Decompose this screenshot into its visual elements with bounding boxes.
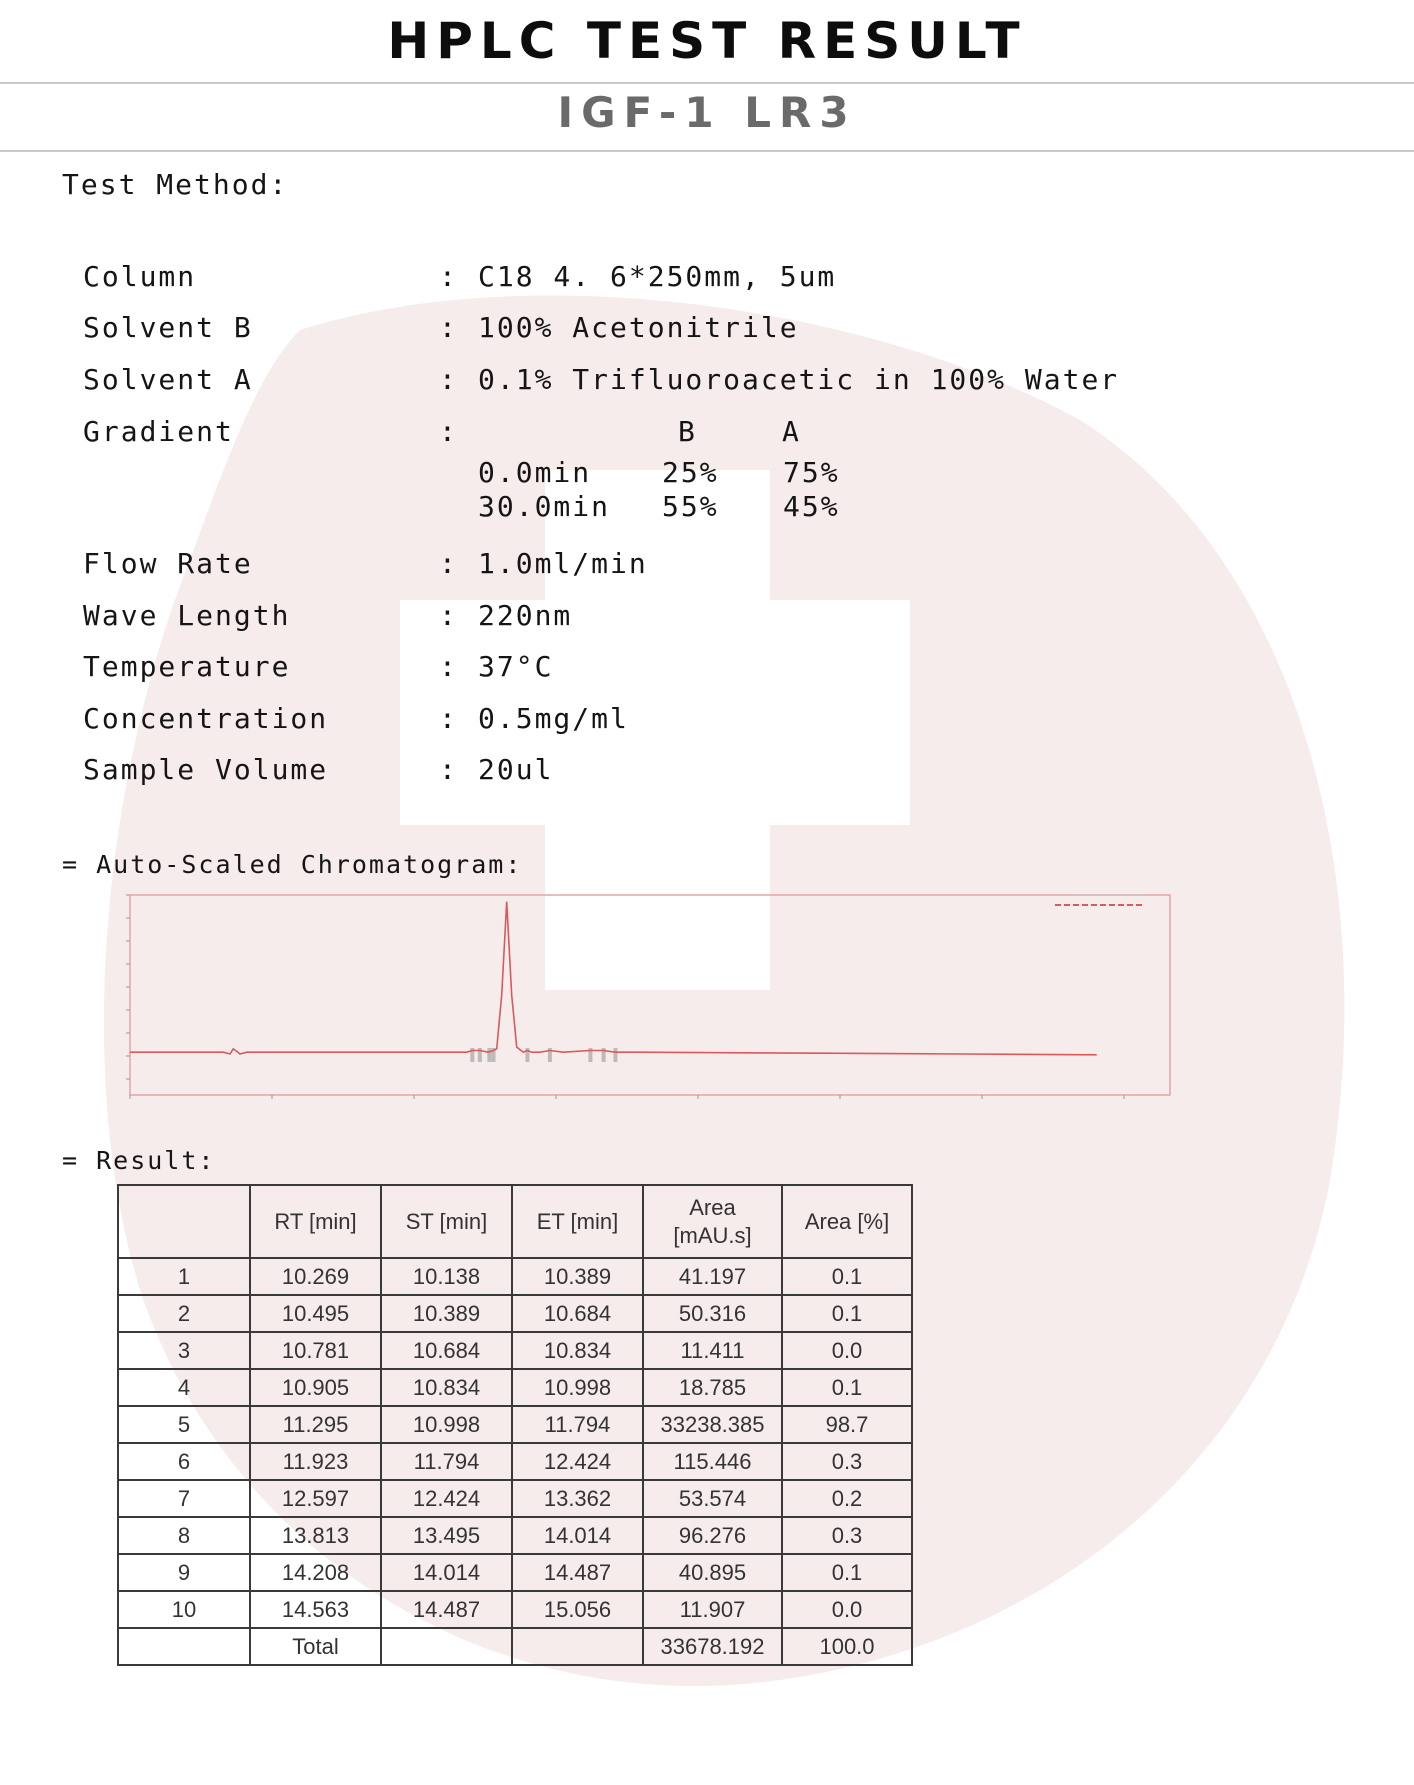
param-colon: : xyxy=(439,753,458,786)
table-cell: 41.197 xyxy=(643,1258,782,1295)
param-colon: : xyxy=(439,415,458,448)
table-row xyxy=(118,1591,912,1628)
table-cell: 10.684 xyxy=(512,1295,643,1332)
table-cell: 6 xyxy=(118,1443,250,1480)
table-cell: 10.389 xyxy=(381,1295,512,1332)
subtitle-divider xyxy=(0,150,1414,152)
table-cell: Total xyxy=(250,1628,381,1665)
table-cell: 10.389 xyxy=(512,1258,643,1295)
table-cell: 33678.192 xyxy=(643,1628,782,1665)
gradient-a: 45% xyxy=(783,490,840,523)
table-cell: 10.834 xyxy=(512,1332,643,1369)
param-label: Flow Rate xyxy=(83,547,253,580)
title-divider xyxy=(0,82,1414,84)
param-label: Wave Length xyxy=(83,599,291,632)
table-cell: 11.794 xyxy=(381,1443,512,1480)
param-colon: : xyxy=(439,547,458,580)
param-colon: : xyxy=(439,599,458,632)
table-cell: 14.563 xyxy=(250,1591,381,1628)
table-cell: 0.0 xyxy=(782,1332,912,1369)
param-value: 1.0ml/min xyxy=(478,547,648,580)
header-area-percent: Area [%] xyxy=(782,1185,912,1258)
table-cell: 10.834 xyxy=(381,1369,512,1406)
result-table xyxy=(117,1184,913,1666)
gradient-col-a: A xyxy=(782,415,801,448)
param-value: 100% Acetonitrile xyxy=(478,311,799,344)
gradient-b: 55% xyxy=(662,490,719,523)
table-cell: 0.1 xyxy=(782,1369,912,1406)
param-value: 37°C xyxy=(478,650,554,683)
table-row xyxy=(118,1369,912,1406)
table-cell: 4 xyxy=(118,1369,250,1406)
table-cell: 40.895 xyxy=(643,1554,782,1591)
param-label: Solvent B xyxy=(83,311,253,344)
param-label: Temperature xyxy=(83,650,291,683)
param-label: Sample Volume xyxy=(83,753,329,786)
table-cell: 11.295 xyxy=(250,1406,381,1443)
test-method-label: Test Method: xyxy=(62,168,289,201)
table-cell: 10.684 xyxy=(381,1332,512,1369)
table-cell: 14.014 xyxy=(381,1554,512,1591)
table-row xyxy=(118,1295,912,1332)
table-cell: 53.574 xyxy=(643,1480,782,1517)
gradient-a: 75% xyxy=(783,456,840,489)
param-value: 0.1% Trifluoroacetic in 100% Water xyxy=(478,363,1120,396)
param-colon: : xyxy=(439,702,458,735)
peak-annotation xyxy=(487,1048,491,1062)
gradient-col-b: B xyxy=(678,415,697,448)
param-label: Solvent A xyxy=(83,363,253,396)
table-cell: 0.2 xyxy=(782,1480,912,1517)
table-cell: 11.923 xyxy=(250,1443,381,1480)
header-index xyxy=(118,1185,250,1258)
table-cell: 12.597 xyxy=(250,1480,381,1517)
gradient-time: 0.0min xyxy=(478,456,592,489)
table-cell: 2 xyxy=(118,1295,250,1332)
table-cell: 10.269 xyxy=(250,1258,381,1295)
table-cell: 8 xyxy=(118,1517,250,1554)
table-cell: 0.1 xyxy=(782,1554,912,1591)
param-label: Concentration xyxy=(83,702,329,735)
table-cell: 5 xyxy=(118,1406,250,1443)
plot-frame xyxy=(130,895,1170,1095)
header-area-top: Area xyxy=(689,1194,736,1220)
param-label: Column xyxy=(83,260,197,293)
table-cell: 9 xyxy=(118,1554,250,1591)
header-st: ST [min] xyxy=(381,1185,512,1258)
param-value: 20ul xyxy=(478,753,554,786)
table-cell xyxy=(512,1628,643,1665)
table-cell: 0.1 xyxy=(782,1295,912,1332)
table-cell: 15.056 xyxy=(512,1591,643,1628)
param-colon: : xyxy=(439,260,458,293)
table-cell: 3 xyxy=(118,1332,250,1369)
peak-annotation xyxy=(613,1048,617,1062)
table-cell: 0.1 xyxy=(782,1258,912,1295)
table-cell: 98.7 xyxy=(782,1406,912,1443)
header-area xyxy=(643,1185,782,1258)
table-row xyxy=(118,1258,912,1295)
table-cell: 10 xyxy=(118,1591,250,1628)
table-cell: 14.487 xyxy=(512,1554,643,1591)
param-colon: : xyxy=(439,363,458,396)
table-row xyxy=(118,1480,912,1517)
table-cell xyxy=(118,1628,250,1665)
table-cell: 14.208 xyxy=(250,1554,381,1591)
table-cell: 13.813 xyxy=(250,1517,381,1554)
table-cell: 100.0 xyxy=(782,1628,912,1665)
table-cell: 10.998 xyxy=(512,1369,643,1406)
table-cell: 7 xyxy=(118,1480,250,1517)
header-et: ET [min] xyxy=(512,1185,643,1258)
table-row xyxy=(118,1554,912,1591)
table-cell xyxy=(381,1628,512,1665)
table-header-row xyxy=(118,1185,912,1258)
param-value: 220nm xyxy=(478,599,573,632)
table-cell: 11.411 xyxy=(643,1332,782,1369)
table-row xyxy=(118,1517,912,1554)
table-cell: 18.785 xyxy=(643,1369,782,1406)
product-name: IGF-1 LR3 xyxy=(557,88,857,137)
table-cell: 50.316 xyxy=(643,1295,782,1332)
param-label: Gradient xyxy=(83,415,234,448)
series-line xyxy=(130,902,1097,1055)
table-cell: 13.495 xyxy=(381,1517,512,1554)
table-total-row xyxy=(118,1628,912,1665)
param-colon: : xyxy=(439,650,458,683)
table-cell: 33238.385 xyxy=(643,1406,782,1443)
table-cell: 14.014 xyxy=(512,1517,643,1554)
table-cell: 11.907 xyxy=(643,1591,782,1628)
table-cell: 96.276 xyxy=(643,1517,782,1554)
table-cell: 13.362 xyxy=(512,1480,643,1517)
table-cell: 10.998 xyxy=(381,1406,512,1443)
table-row xyxy=(118,1443,912,1480)
chromatogram-label: = Auto-Scaled Chromatogram: xyxy=(62,850,523,879)
table-row xyxy=(118,1406,912,1443)
table-cell: 10.905 xyxy=(250,1369,381,1406)
table-cell: 11.794 xyxy=(512,1406,643,1443)
result-label: = Result: xyxy=(62,1146,216,1175)
table-cell: 10.138 xyxy=(381,1258,512,1295)
table-cell: 10.495 xyxy=(250,1295,381,1332)
table-cell: 14.487 xyxy=(381,1591,512,1628)
table-cell: 115.446 xyxy=(643,1443,782,1480)
table-cell: 12.424 xyxy=(512,1443,643,1480)
table-cell: 0.0 xyxy=(782,1591,912,1628)
document-title: HPLC TEST RESULT xyxy=(387,12,1027,70)
param-colon: : xyxy=(439,311,458,344)
table-cell: 0.3 xyxy=(782,1443,912,1480)
param-value: 0.5mg/ml xyxy=(478,702,629,735)
gradient-time: 30.0min xyxy=(478,490,611,523)
table-cell: 12.424 xyxy=(381,1480,512,1517)
table-cell: 0.3 xyxy=(782,1517,912,1554)
param-value: C18 4. 6*250mm, 5um xyxy=(478,260,837,293)
table-row xyxy=(118,1332,912,1369)
gradient-b: 25% xyxy=(662,456,719,489)
table-cell: 10.781 xyxy=(250,1332,381,1369)
table-cell: 1 xyxy=(118,1258,250,1295)
header-area-unit: [mAU.s] xyxy=(673,1222,752,1248)
header-rt: RT [min] xyxy=(250,1185,381,1258)
chromatogram-chart xyxy=(100,878,1180,1118)
